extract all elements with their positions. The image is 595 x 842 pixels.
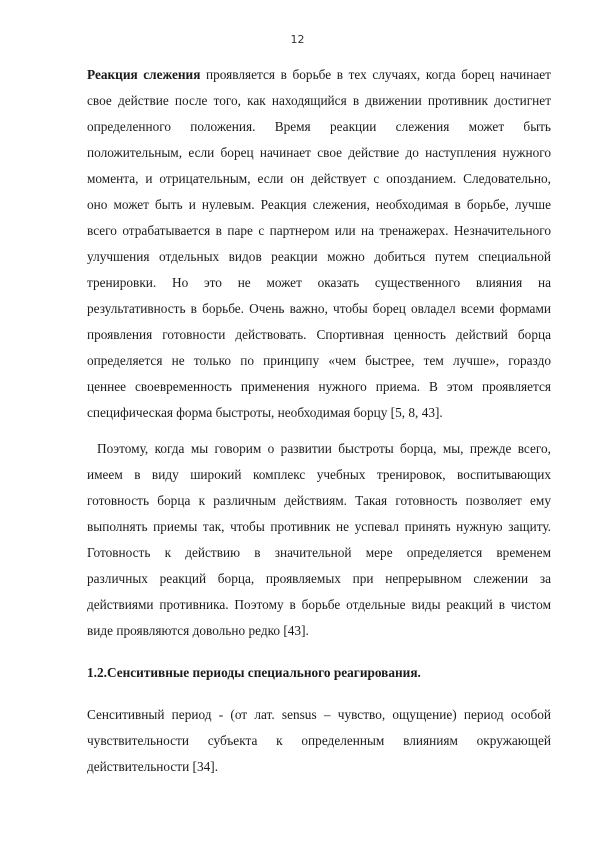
paragraph-reaction-tracking: [87, 62, 551, 426]
paragraph-line: действиями противника. Поэтому в борьбе отдельные виды реакций в чистом: [87, 597, 551, 612]
paragraph-line: действительности [34].: [87, 759, 219, 774]
paragraph-line: имеем в виду широкий комплекс учебных тренировок, воспитывающих: [87, 467, 551, 482]
paragraph-line: виде проявляются довольно редко [43].: [87, 623, 309, 638]
paragraph-line: Поэтому, когда мы говорим о развитии быстроты борца, мы, прежде всего,: [97, 441, 551, 456]
paragraph-line: проявления готовности действовать. Спортивная ценность действий борца: [87, 327, 551, 342]
paragraph-line: момента, и отрицательным, если он действует с опозданием. Следовательно,: [87, 171, 551, 186]
paragraph-line: специфическая форма быстроты, необходимая борцу [5, 8, 43].: [87, 405, 443, 420]
term-bold: Реакция слежения: [87, 67, 201, 82]
paragraph-speed-development: [87, 436, 551, 644]
paragraph-line: выполнять приемы так, чтобы противник не успевал принять нужную защиту.: [87, 519, 551, 534]
paragraph-line: различных реакций борца, проявляемых при непрерывном слежении за: [87, 571, 551, 586]
heading-spacer: [87, 686, 551, 702]
paragraph-line: определенного положения. Время реакции слежения может быть: [87, 119, 551, 134]
paragraph-line: положительным, если борец начинает свое действие до наступления нужного: [87, 145, 551, 160]
document-body: [87, 62, 551, 780]
section-heading: 1.2.Сенситивные периоды специального реагирования.: [87, 665, 421, 680]
paragraph-line: оно может быть и нулевым. Реакция слежения, необходимая в борьбе, лучше: [87, 197, 551, 212]
paragraph-line: ценнее своевременность применения нужного приема. В этом проявляется: [87, 379, 551, 394]
paragraph-line: готовность борца к различным действиям. Такая готовность позволяет ему: [87, 493, 551, 508]
paragraph-line: определяется не только по принципу «чем быстрее, тем лучше», гораздо: [87, 353, 551, 368]
paragraph-line: чувствительности субъекта к определенным влияниям окружающей: [87, 733, 551, 748]
paragraph-line: Сенситивный период - (от лат. sensus – чувство, ощущение) период особой: [87, 707, 551, 722]
paragraph-line: свое действие после того, как находящийся в движении противник достигнет: [87, 93, 551, 108]
paragraph-line: тренировки. Но это не может оказать существенного влияния на: [87, 275, 551, 290]
heading-spacer: [87, 644, 551, 660]
page-number: 12: [290, 33, 305, 46]
paragraph-spacer: [87, 426, 551, 436]
paragraph-line: результативность в борьбе. Очень важно, чтобы борец овладел всеми формами: [87, 301, 551, 316]
paragraph-line: Готовность к действию в значительной мере определяется временем: [87, 545, 551, 560]
paragraph-line: улучшения отдельных видов реакции можно добиться путем специальной: [87, 249, 551, 264]
paragraph-line: [87, 62, 551, 88]
paragraph-sensitive-period: [87, 702, 551, 780]
paragraph-text: проявляется в борьбе в тех случаях, когда борец начинает: [200, 67, 551, 82]
paragraph-line: всего отрабатывается в паре с партнером или на тренажерах. Незначительного: [87, 223, 551, 238]
